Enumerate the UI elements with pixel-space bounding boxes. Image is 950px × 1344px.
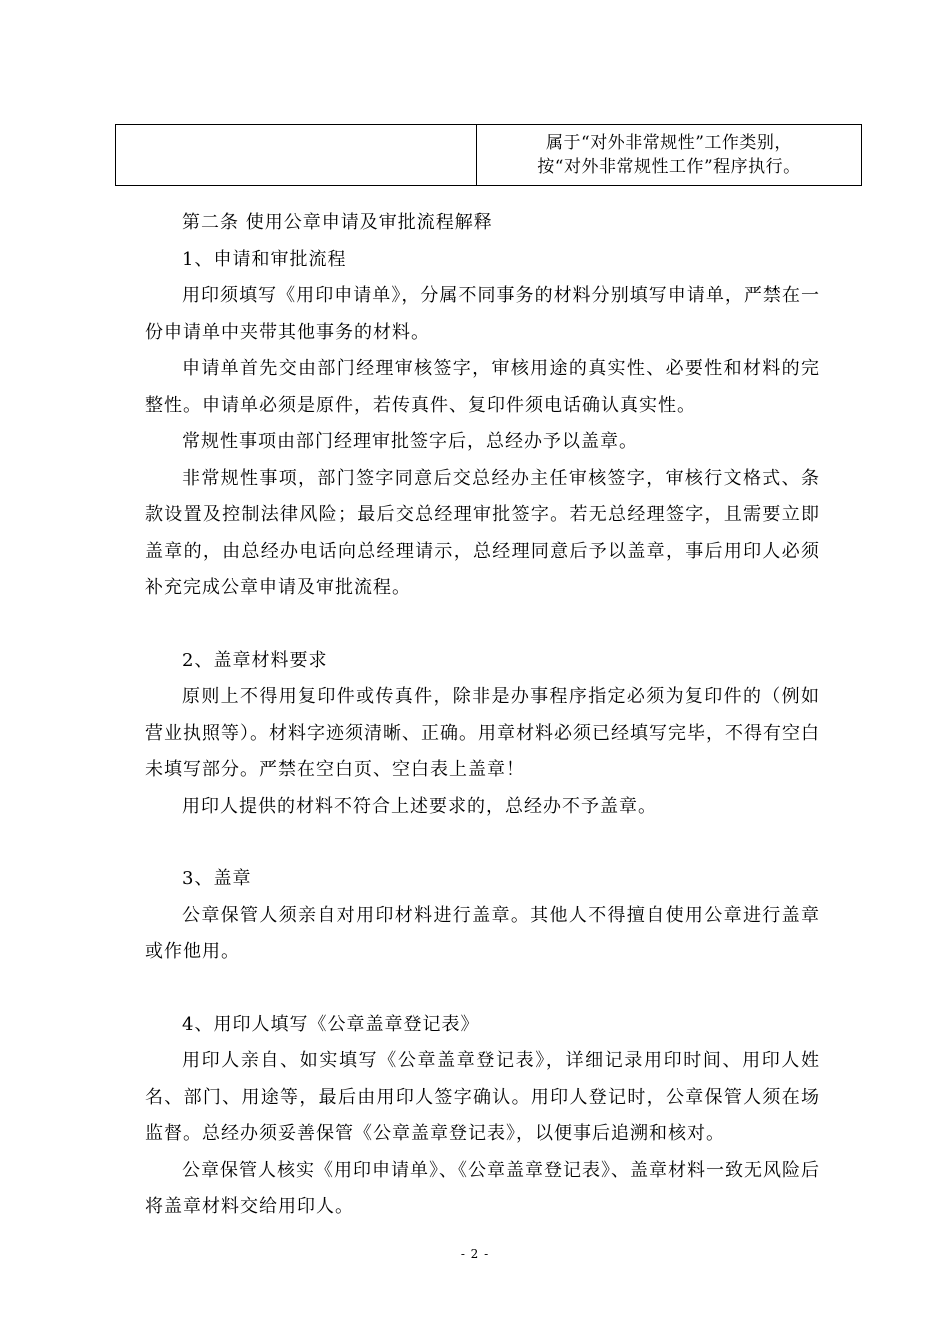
paragraph: 用印须填写《用印申请单》，分属不同事务的材料分别填写申请单，严禁在一份申请单中夹带其他事务的材料。 [145,285,820,343]
table-cell-line-1: 属于“对外非常规性”工作类别， [546,133,792,153]
paragraph: 用印人亲自、如实填写《公章盖章登记表》，详细记录用印时间、用印人姓名、部门、用途等，最后由用印人签字确认。用印人登记时，公章保管人须在场监督。总经办须妥善保管《公章盖章登记表》，以便事后追溯和核对。 [145,1050,820,1144]
blank-line [145,825,820,861]
paragraph: 原则上不得用复印件或传真件，除非是办事程序指定必须为复印件的（例如营业执照等）。材料字迹须清晰、正确。用章材料必须已经填写完毕，不得有空白未填写部分。严禁在空白页、空白表上盖章！ [145,686,820,780]
section-heading-1: 1、申请和审批流程 [182,248,347,270]
paragraph: 非常规性事项，部门签字同意后交总经办主任审核签字，审核行文格式、条款设置及控制法律风险；最后交总经理审批签字。若无总经理签字，且需要立即盖章的，由总经办电话向总经理请示，总经理同意后予以盖章，事后用印人必须补充完成公章申请及审批流程。 [145,467,820,598]
paragraph: 公章保管人核实《用印申请单》、《公章盖章登记表》、盖章材料一致无风险后将盖章材料交给用印人。 [145,1159,820,1217]
table-cell-note [477,125,862,186]
table-row [116,125,862,186]
article-title: 第二条 使用公章申请及审批流程解释 [182,212,493,233]
table-cell-empty [116,125,477,186]
blank-line [145,971,820,1007]
continued-table [115,124,862,186]
table-cell-line-2: 按“对外非常规性工作”程序执行。 [537,157,801,177]
paragraph: 常规性事项由部门经理审批签字后，总经办予以盖章。 [182,431,638,452]
article-body [145,205,820,1226]
paragraph: 申请单首先交由部门经理审核签字，审核用途的真实性、必要性和材料的完整性。申请单必须是原件，若传真件、复印件须电话确认真实性。 [145,358,820,416]
paragraph: 公章保管人须亲自对用印材料进行盖章。其他人不得擅自使用公章进行盖章或作他用。 [145,904,820,962]
blank-line [145,607,820,643]
page-number: - 2 - [460,1247,490,1261]
section-heading-3: 3、盖章 [182,868,252,889]
section-heading-2: 2、盖章材料要求 [182,649,328,671]
section-heading-4: 4、用印人填写《公章盖章登记表》 [182,1013,480,1035]
paragraph: 用印人提供的材料不符合上述要求的，总经办不予盖章。 [182,795,657,817]
